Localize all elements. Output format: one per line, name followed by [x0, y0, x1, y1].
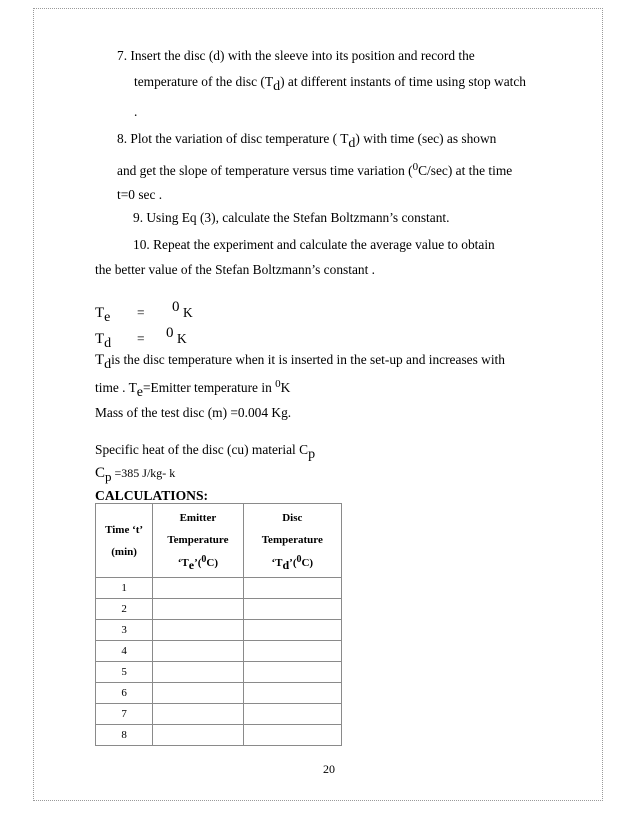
step10-line2: the better value of the Stefan Boltzmann’s constant .	[95, 262, 376, 277]
time-cell: 1	[96, 578, 153, 599]
cp-line: Cp =385 J/kg- k	[95, 465, 176, 484]
emitter-temp-cell	[153, 662, 243, 683]
table-row	[96, 704, 342, 725]
disc-temp-cell	[243, 578, 341, 599]
table-header-row	[96, 504, 342, 578]
table-row	[96, 641, 342, 662]
emitter-temp-cell	[153, 683, 243, 704]
table-row	[96, 683, 342, 704]
emitter-temp-cell	[153, 620, 243, 641]
step8-line1: 8. Plot the variation of disc temperature ( Td) with time (sec) as shown	[117, 131, 497, 151]
table-row	[96, 725, 342, 746]
table-row	[96, 662, 342, 683]
time-cell: 2	[96, 599, 153, 620]
time-cell: 7	[96, 704, 153, 725]
td-line: Td = 0 K	[95, 325, 187, 351]
disc-temp-cell	[243, 662, 341, 683]
calculations-table	[95, 503, 342, 746]
disc-temp-cell	[243, 683, 341, 704]
disc-temp-cell	[243, 620, 341, 641]
emitter-temperature-line: time . Te=Emitter temperature in $^0$K	[95, 378, 291, 400]
emitter-temp-cell	[153, 578, 243, 599]
step7-line2: temperature of the disc (Td) at different instants of time using stop watch	[134, 74, 527, 94]
header-disc-temperature: Disc Temperature ‘Td’(0C)	[243, 504, 341, 578]
step8-line3: t=0 sec .	[117, 187, 163, 202]
emitter-temp-cell	[153, 599, 243, 620]
time-cell: 8	[96, 725, 153, 746]
disc-temp-cell	[243, 725, 341, 746]
table-row	[96, 620, 342, 641]
header-emitter-temperature: Emitter Temperature ‘Te’(0C)	[153, 504, 243, 578]
calculations-heading: CALCULATIONS:	[95, 488, 209, 503]
emitter-temp-cell	[153, 641, 243, 662]
table-row	[96, 599, 342, 620]
mass-line: Mass of the test disc (m) =0.004 Kg.	[95, 405, 292, 420]
step7-line3: .	[134, 104, 138, 119]
time-cell: 4	[96, 641, 153, 662]
step10-line1: 10. Repeat the experiment and calculate the average value to obtain	[133, 237, 495, 252]
disc-temp-cell	[243, 704, 341, 725]
te-line: Te = 0 K	[95, 299, 193, 325]
emitter-temp-cell	[153, 704, 243, 725]
step8-line2: and get the slope of temperature versus time variation ($^0$C/sec) at the time	[117, 161, 513, 178]
header-time: Time ‘t’ (min)	[96, 504, 153, 578]
disc-temp-cell	[243, 599, 341, 620]
table-row	[96, 578, 342, 599]
disc-temp-cell	[243, 641, 341, 662]
time-cell: 5	[96, 662, 153, 683]
time-cell: 3	[96, 620, 153, 641]
td-description: Tdis the disc temperature when it is inserted in the set-up and increases with	[95, 352, 505, 372]
specific-heat-line: Specific heat of the disc (cu) material Cp	[95, 442, 316, 462]
emitter-temp-cell	[153, 725, 243, 746]
page-number: 20	[323, 762, 335, 776]
step9-line: 9. Using Eq (3), calculate the Stefan Boltzmann’s constant.	[133, 210, 450, 225]
step7-line1: 7. Insert the disc (d) with the sleeve into its position and record the	[117, 48, 475, 63]
time-cell: 6	[96, 683, 153, 704]
